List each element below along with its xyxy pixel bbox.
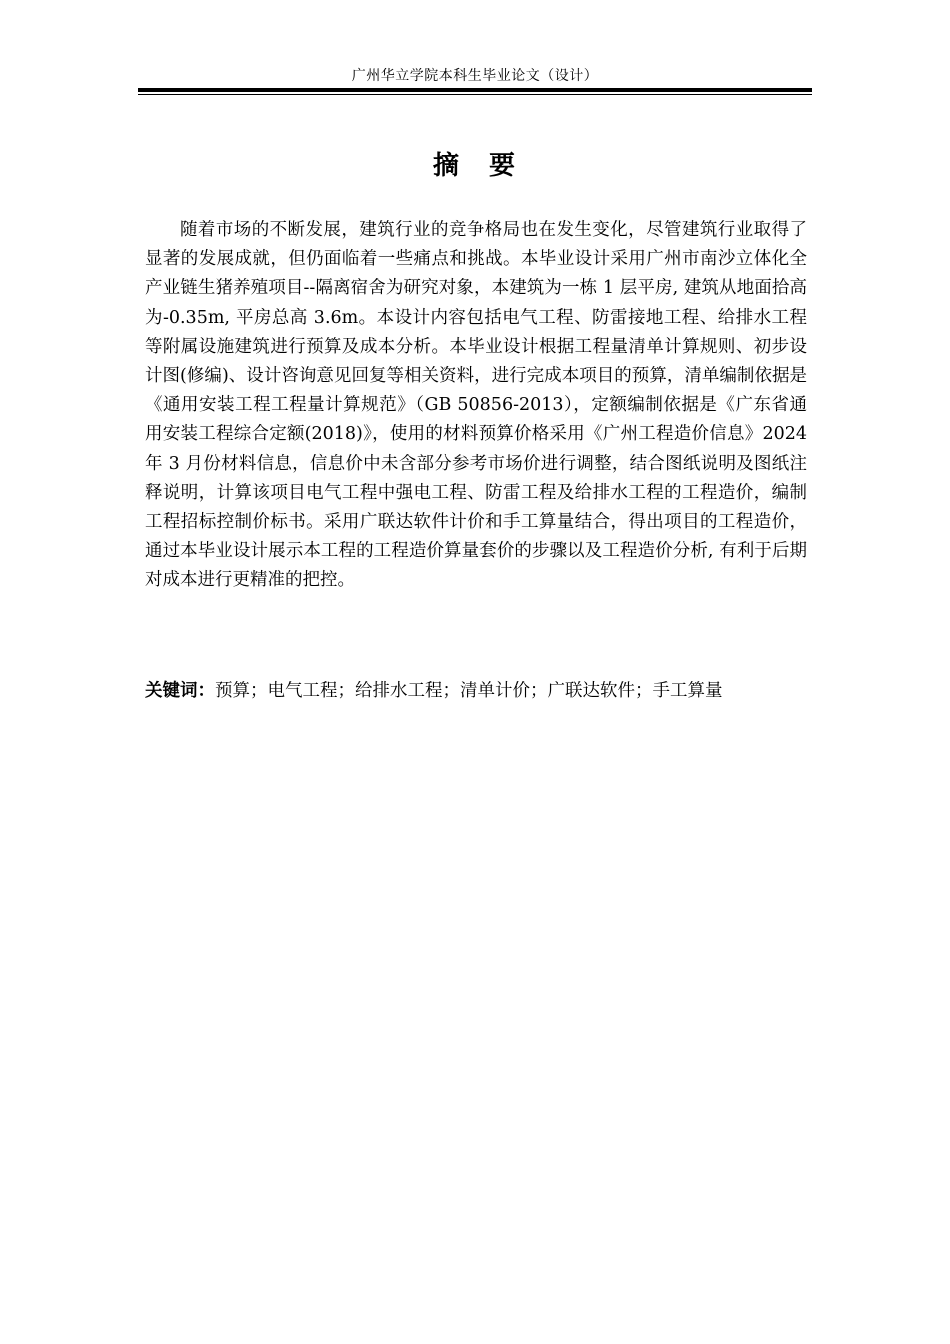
keywords-values: 预算；电气工程；给排水工程；清单计价；广联达软件；手工算量 — [215, 681, 723, 701]
header-rule-thin — [138, 94, 812, 95]
keywords-line — [145, 677, 807, 706]
keywords-label: 关键词： — [145, 681, 215, 701]
header-rule-thick — [138, 88, 812, 92]
running-header: 广州华立学院本科生毕业论文（设计） — [351, 68, 599, 84]
abstract-title: 摘 要 — [432, 151, 517, 181]
abstract-body: 随着市场的不断发展，建筑行业的竞争格局也在发生变化，尽管建筑行业取得了显著的发展成就，但仍面临着一些痛点和挑战。本毕业设计采用广州市南沙立体化全产业链生猪养殖项目--隔离宿舍为研究对象，本建筑为一栋 1 层平房, 建筑从地面拾高为-0.35m, 平房总高 3.6m。本设计内容包括电气工程、防雷接地工程、给排水工程等附属设施建筑进行预算及成本分析。本毕业设计根据工程量清单计算规则、初步设计图(修编)、设计咨询意见回复等相关资料，进行完成本项目的预算，清单编制依据是《通用安装工程工程量计算规范》（GB 50856-2013），定额编制依据是《广东省通用安装工程综合定额(2018)》，使用的材料预算价格采用《广州工程造价信息》2024 年 3 月份材料信息，信息价中未含部分参考市场价进行调整，结合图纸说明及图纸注释说明，计算该项目电气工程中强电工程、防雷工程及给排水工程的工程造价，编制工程招标控制价标书。采用广联达软件计价和手工算量结合，得出项目的工程造价，通过本毕业设计展示本工程的工程造价算量套价的步骤以及工程造价分析, 有利于后期对成本进行更精准的把控。 — [145, 220, 807, 591]
